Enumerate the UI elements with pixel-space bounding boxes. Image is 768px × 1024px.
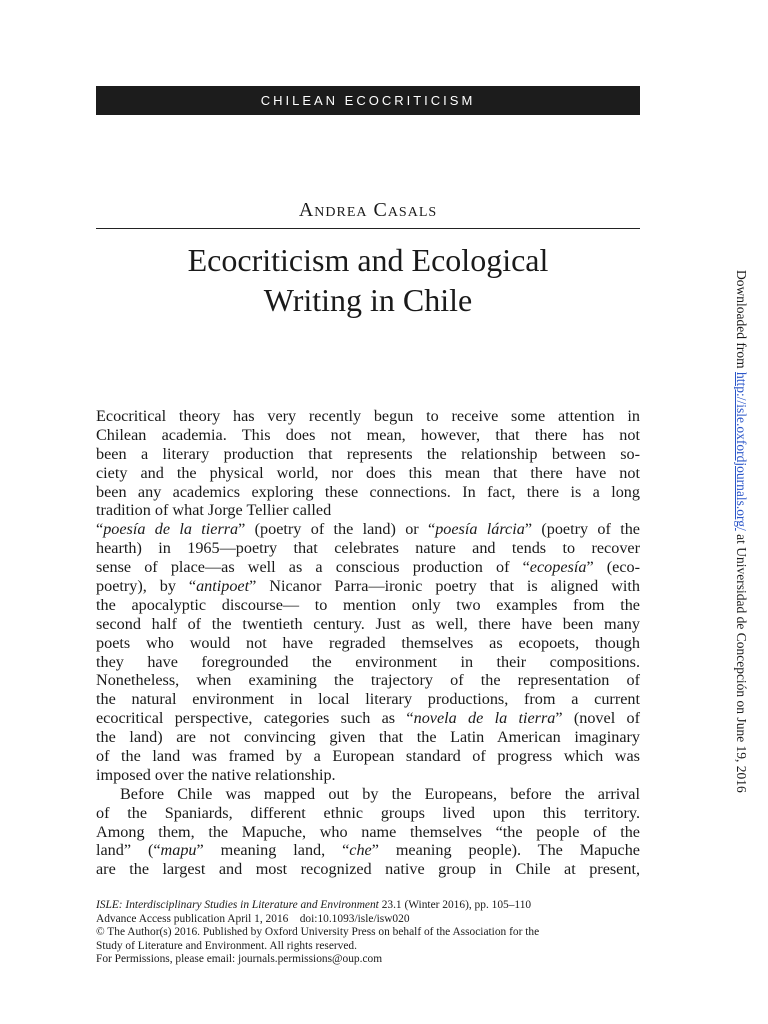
body-line: imposed over the native relationship.	[96, 765, 336, 784]
body-line: they have foregrounded the environment in their compositions.	[96, 652, 640, 671]
author-name: Andrea Casals	[298, 199, 438, 221]
watermark-suffix: at Universidad de Concepción on June 19, 2016	[734, 530, 749, 793]
body-line: of the Spaniards, different ethnic groups lived upon this territory.	[96, 803, 640, 822]
citation-footer	[96, 899, 656, 967]
watermark-prefix: Downloaded from	[734, 270, 749, 372]
body-line: Nonetheless, when examining the trajectory of the representation of	[96, 671, 640, 690]
body-line: land” (“mapu” meaning land, “che” meaning people). The Mapuche	[96, 841, 640, 860]
body-line: poetry), by “antipoet” Nicanor Parra—ironic poetry that is aligned with	[96, 577, 640, 596]
body-line: Among them, the Mapuche, who name themselves “the people of the	[96, 822, 640, 841]
footer-line: © The Author(s) 2016. Published by Oxford University Press on behalf of the Association for the	[96, 926, 540, 938]
footer-line: ISLE: Interdisciplinary Studies in Literature and Environment 23.1 (Winter 2016), pp. 105–110	[96, 899, 532, 911]
body-line: of the land was framed by a European standard of progress which was	[96, 747, 640, 766]
body-line: are the largest and most recognized native group in Chile at present,	[96, 860, 640, 879]
article-title	[96, 240, 640, 320]
body-line: hearth) in 1965—poetry that celebrates nature and tends to recover	[96, 539, 640, 558]
body-line: ciety and the physical world, nor does this mean that there have not	[96, 463, 640, 482]
body-line: Ecocritical theory has very recently begun to receive some attention in	[96, 407, 640, 425]
body-line: tradition of what Jorge Tellier called	[96, 501, 332, 520]
body-line: “poesía de la tierra” (poetry of the land) or “poesía lárcia” (poetry of the	[96, 520, 640, 539]
journal-link[interactable]: http://isle.oxfordjournals.org/	[734, 371, 749, 531]
body-line: the natural environment in local literary productions, from a current	[96, 690, 640, 709]
body-line: Before Chile was mapped out by the Europeans, before the arrival	[120, 784, 640, 803]
article-body	[96, 407, 640, 879]
body-line: the apocalyptic discourse— to mention only two examples from the	[96, 595, 640, 614]
body-line: been any academics exploring these connections. In fact, there is a long	[96, 482, 640, 501]
footer-line: Advance Access publication April 1, 2016 doi:10.1093/isle/isw020	[96, 912, 410, 925]
footer-line: Study of Literature and Environment. All rights reserved.	[96, 939, 357, 952]
section-banner: CHILEAN ECOCRITICISM	[96, 86, 640, 115]
download-watermark	[729, 270, 749, 793]
author-rule	[96, 228, 640, 229]
body-line: the land) are not convincing given that the Latin American imaginary	[96, 728, 640, 747]
body-line: second half of the twentieth century. Just as well, there have been many	[96, 614, 640, 633]
body-line: Chilean academia. This does not mean, however, that there has not	[96, 425, 640, 444]
body-line: sense of place—as well as a conscious production of “ecopesía” (eco-	[96, 558, 641, 577]
body-line: poets who would not have regraded themselves as ecopoets, though	[96, 633, 640, 652]
body-line: been a literary production that represents the relationship between so-	[96, 444, 640, 463]
body-line: ecocritical perspective, categories such as “novela de la tierra” (novel of	[96, 709, 640, 728]
title-line-2: Writing in Chile	[263, 282, 473, 318]
title-line-1: Ecocriticism and Ecological	[187, 242, 549, 278]
footer-line: For Permissions, please email: journals.permissions@oup.com	[96, 953, 383, 965]
